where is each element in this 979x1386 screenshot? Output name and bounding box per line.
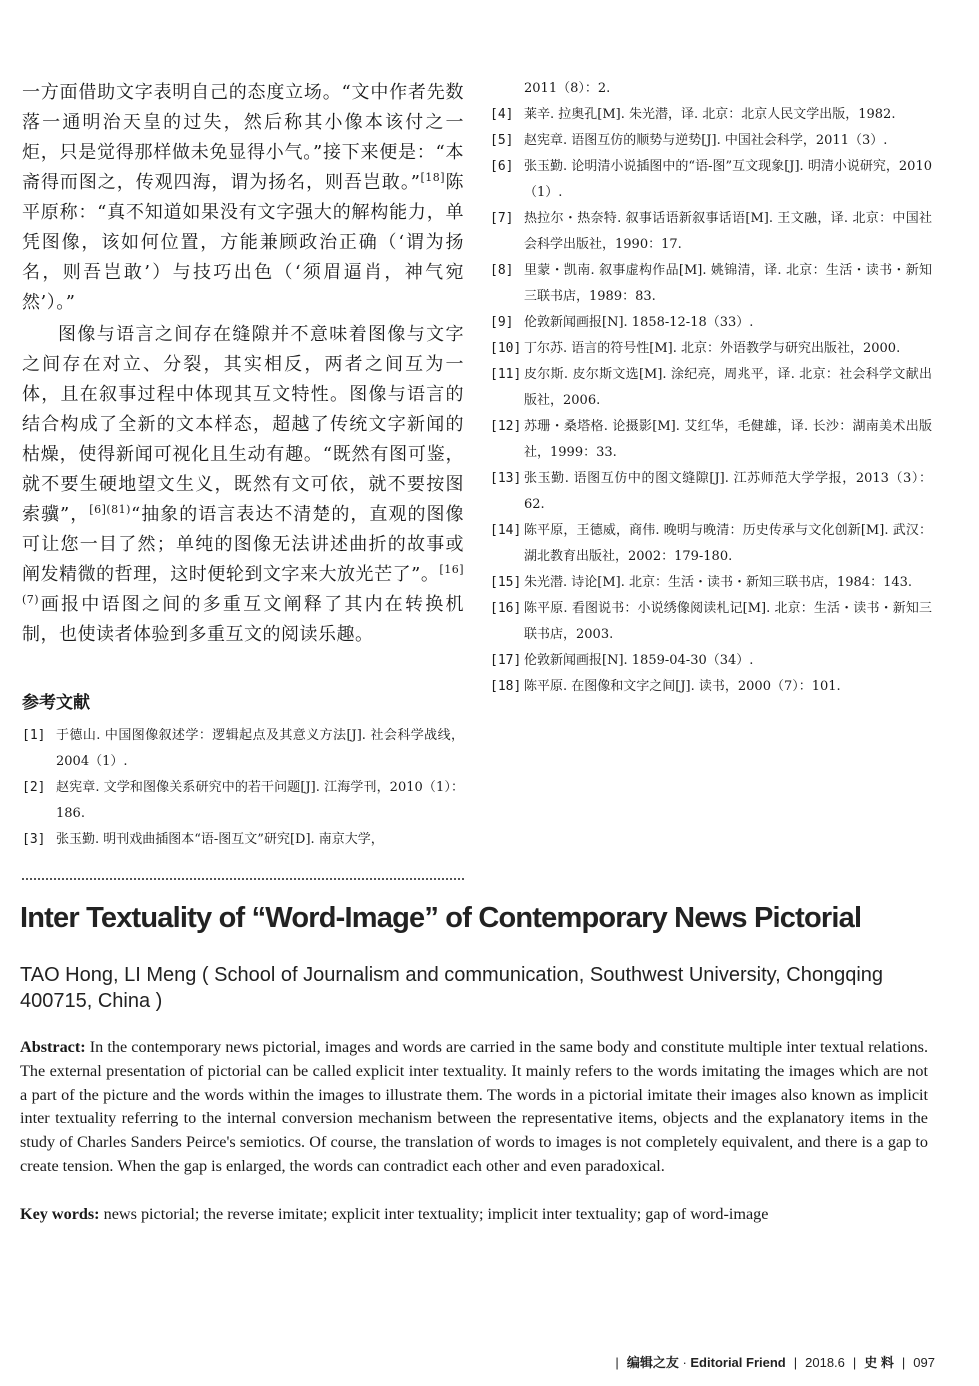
reference-item: [8] 里蒙・凯南. 叙事虚构作品[M]. 姚锦清，译. 北京：生活・读书・新知三联书店，1989：83. (490, 263, 932, 304)
references-list-right (490, 102, 932, 700)
english-title: Inter Textuality of “Word-Image” of Contemporary News Pictorial (20, 902, 862, 934)
reference-item: [7] 热拉尔・热奈特. 叙事话语新叙事话语[M]. 王文融，译. 北京：中国社会科学出版社，1990：17. (490, 211, 932, 252)
reference-item: [5] 赵宪章. 语图互仿的顺势与逆势[J]. 中国社会科学，2011（3）. (490, 133, 888, 148)
journal-name: 编辑之友 (626, 1355, 679, 1370)
para1-text-a: 一方面借助文字表明自己的态度立场。“文中作者先数落一通明治天皇的过失，然后称其小像本该付之一炬，只是觉得那样做未免显得小气。”接下来便是：“本斋得而图之，传观四海，谓为扬名，则吾岂敢。” (22, 82, 464, 193)
reference-item: [6] 张玉勤. 论明清小说插图中的“语-图”互文现象[J]. 明清小说研究，2010（1）. (490, 159, 932, 200)
citation-sup: [18] (420, 171, 446, 184)
right-column (490, 76, 932, 700)
abstract-label: Abstract: (20, 1038, 86, 1056)
issue: 2018.6 (805, 1355, 845, 1370)
reference-continuation: 2011（8）：2. (524, 81, 611, 96)
para2-text-c: 画报中语图之间的多重互文阐释了其内在转换机制，也使读者体验到多重互文的阅读乐趣。 (22, 594, 464, 645)
english-authors: TAO Hong, LI Meng ( School of Journalism and communication, Southwest University, Chongqing 400715, China ) (20, 964, 884, 1012)
reference-item: [1] 于德山. 中国图像叙述学：逻辑起点及其意义方法[J]. 社会科学战线，2004（1）. (22, 728, 464, 769)
abstract-text: In the contemporary news pictorial, images and words are carried in the same body and constitute multiple inter textual relations. The external presentation of pictorial can be called explicit inter textuality. It mainly refers to the words imitating the images which are not a part of the picture and the words within the images to illustrate them. The words in a pictorial imitate their images also known as implicit inter textuality referring to the internal conversion mechanism between the representative items, objects and the explanatory items in the study of Charles Sanders Peirce's semiotics. Of course, the translation of words to images is not completely equivalent, and there is a gap to create tension. When the gap is enlarged, the words can contradict each other and even paradoxical. (20, 1038, 928, 1175)
reference-item: [4] 莱辛. 拉奥孔[M]. 朱光潜，译. 北京：北京人民文学出版，1982. (490, 107, 896, 122)
reference-item: [10] 丁尔苏. 语言的符号性[M]. 北京：外语教学与研究出版社，2000. (490, 341, 901, 356)
para1-text-b: 陈平原称：“真不知道如果没有文字强大的解构能力，单凭图像，该如何位置，方能兼顾政治正确（‘谓为扬名，则吾岂敢’）与技巧出色（‘须眉逼肖，神气宛然’）。” (22, 172, 465, 313)
reference-item: [15] 朱光潜. 诗论[M]. 北京：生活・读书・新知三联书店，1984：143. (490, 575, 913, 590)
page-number: 097 (913, 1355, 935, 1370)
reference-item: [12] 苏珊・桑塔格. 论摄影[M]. 艾红华，毛健雄，译. 长沙：湖南美术出版社，1999：33. (490, 419, 932, 460)
references-heading: 参考文献 (22, 693, 90, 713)
references-list-left (22, 723, 464, 853)
journal-name-en: Editorial Friend (690, 1355, 786, 1370)
reference-item: [16] 陈平原. 看图说书：小说绣像阅读札记[M]. 北京：生活・读书・新知三联书店，2003. (490, 601, 932, 642)
english-abstract (20, 1036, 928, 1179)
citation-sup: [16](7) (22, 563, 464, 606)
reference-item: [3] 张玉勤. 明刊戏曲插图本“语-图互文”研究[D]. 南京大学， (22, 832, 384, 847)
section-name: 史 料 (864, 1355, 894, 1370)
reference-item: [11] 皮尔斯. 皮尔斯文选[M]. 涂纪亮，周兆平，译. 北京：社会科学文献出版社，2006. (490, 367, 932, 408)
reference-item: [17] 伦敦新闻画报[N]. 1859-04-30（34）. (490, 653, 754, 668)
dotted-divider (22, 878, 464, 880)
left-column (22, 78, 464, 853)
reference-item: [9] 伦敦新闻画报[N]. 1858-12-18（33）. (490, 315, 754, 330)
reference-item: [14] 陈平原，王德威，商伟. 晚明与晚清：历史传承与文化创新[M]. 武汉：湖北教育出版社，2002：179-180. (490, 523, 932, 564)
body-paragraph-1 (22, 78, 464, 318)
page-footer: | 编辑之友 · Editorial Friend | 2018.6 | 史 料 | 097 (615, 1355, 935, 1370)
reference-item: [13] 张玉勤. 语图互仿中的图文缝隙[J]. 江苏师范大学学报，2013（3）：62. (490, 471, 932, 512)
citation-sup: [6](81) (89, 503, 131, 516)
keywords-label: Key words: (20, 1205, 100, 1223)
body-paragraph-2 (22, 320, 464, 650)
reference-item: [18] 陈平原. 在图像和文字之间[J]. 读书，2000（7）：101. (490, 679, 841, 694)
keywords-text: news pictorial; the reverse imitate; explicit inter textuality; implicit inter textuality; gap of word-image (99, 1205, 769, 1223)
reference-item: [2] 赵宪章. 文学和图像关系研究中的若干问题[J]. 江海学刊，2010（1）：186. (22, 780, 464, 821)
english-keywords (20, 1202, 928, 1226)
para2-text-a: 图像与语言之间存在缝隙并不意味着图像与文字之间存在对立、分裂，其实相反，两者之间互为一体，且在叙事过程中体现其互文特性。图像与语言的结合构成了全新的文本样态，超越了传统文字新闻的枯燥，使得新闻可视化且生动有趣。“既然有图可鉴，就不要生硬地望文生义，既然有文可依，就不要按图索骥”， (22, 324, 464, 525)
para2-text-b: “抽象的语言表达不清楚的，直观的图像可让您一目了然；单纯的图像无法讲述曲折的故事或阐发精微的哲理，这时便轮到文字来大放光芒了”。 (22, 504, 465, 585)
